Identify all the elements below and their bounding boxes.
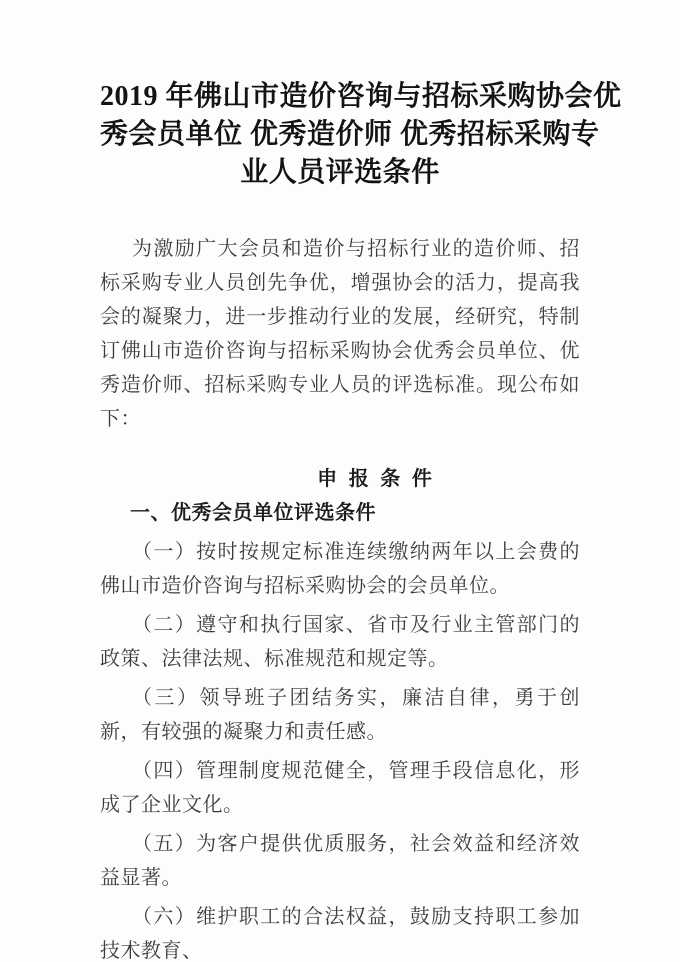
title-line-3: 业人员评选条件 <box>240 157 440 188</box>
criterion-item-1: （一）按时按规定标准连续缴纳两年以上会费的佛山市造价咨询与招标采购协会的会员单位。 <box>100 541 580 597</box>
criterion-item-3: （三）领导班子团结务实，廉洁自律，勇于创新，有较强的凝聚力和责任感。 <box>100 687 580 743</box>
section-heading-application-conditions: 申 报 条 件 <box>317 468 435 490</box>
criterion-item-2: （二）遵守和执行国家、省市及行业主管部门的政策、法律法规、标准规范和规定等。 <box>100 614 580 670</box>
document-title <box>100 78 622 192</box>
intro-paragraph: 为激励广大会员和造价与招标行业的造价师、招标采购专业人员创先争优，增强协会的活力，提高我会的凝聚力，进一步推动行业的发展，经研究，特制订佛山市造价咨询与招标采购协会优秀会员单位、优秀造价师、招标采购专业人员的评选标准。现公布如下： <box>100 238 580 430</box>
criterion-item-6: （六）维护职工的合法权益，鼓励支持职工参加技术教育、 <box>100 906 580 962</box>
criterion-item-5: （五）为客户提供优质服务，社会效益和经济效益显著。 <box>100 833 580 889</box>
subsection-heading-excellent-member-unit: 一、优秀会员单位评选条件 <box>130 502 376 524</box>
title-line-2: 秀会员单位 优秀造价师 优秀招标采购专 <box>100 119 600 150</box>
title-line-1: 2019 年佛山市造价咨询与招标采购协会优 <box>100 81 622 112</box>
criterion-item-4: （四）管理制度规范健全，管理手段信息化，形成了企业文化。 <box>100 760 580 816</box>
